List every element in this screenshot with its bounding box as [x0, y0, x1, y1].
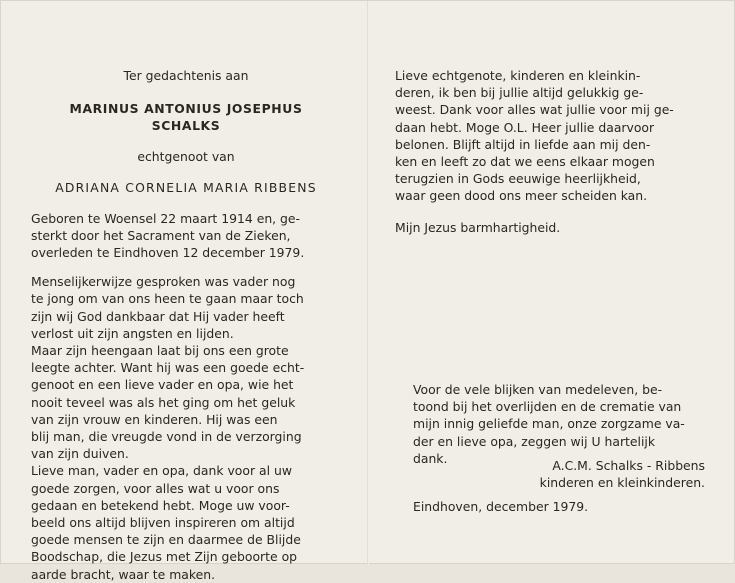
- signature-name: A.C.M. Schalks - Ribbens: [552, 458, 705, 473]
- eulogy-line: Boodschap, die Jezus met Zijn geboorte op: [31, 549, 298, 565]
- eulogy-line: goede zorgen, voor alles wat u voor ons: [31, 480, 280, 496]
- spouse-name: ADRIANA CORNELIA MARIA RIBBENS: [55, 180, 317, 196]
- thanks-line: der en lieve opa, zeggen wij U hartelijk: [413, 433, 656, 449]
- message-line: terugzien in Gods eeuwige heerlijkheid,: [395, 171, 641, 187]
- thanks-line: toond bij het overlijden en de crematie van: [413, 399, 682, 415]
- thanks-line: dank.: [413, 450, 448, 466]
- place-date: Eindhoven, december 1979.: [413, 499, 589, 514]
- eulogy-line: Lieve man, vader en opa, dank voor al uw: [31, 463, 292, 479]
- thanks-line: Voor de vele blijken van medeleven, be-: [413, 382, 663, 397]
- deceased-name-line1: MARINUS ANTONIUS JOSEPHUS: [69, 101, 303, 117]
- eulogy-line: verlost uit zijn angsten en lijden.: [31, 325, 234, 341]
- right-panel: [395, 1, 705, 565]
- eulogy-line: goede mensen te zijn en daarmee de Blijde: [31, 532, 301, 548]
- message-line: deren, ik ben bij jullie altijd gelukkig ge-: [395, 85, 644, 101]
- eulogy-line: aarde bracht, waar te maken.: [31, 566, 216, 582]
- eulogy-line: leegte achter. Want hij was een goede echt-: [31, 360, 305, 376]
- deceased-name-line2: SCHALKS: [151, 118, 221, 134]
- eulogy-line: gedaan en betekend hebt. Moge uw voor-: [31, 497, 290, 513]
- eulogy-text: [31, 273, 341, 583]
- eulogy-line: Menselijkerwijze gesproken was vader nog: [31, 274, 296, 290]
- message-line: daan hebt. Moge O.L. Heer jullie daarvoor: [395, 119, 655, 135]
- message-line: ken en leeft zo dat we eens elkaar mogen: [395, 154, 655, 170]
- thanks-block: [413, 381, 705, 467]
- card-fold: [367, 1, 369, 565]
- message-line: Lieve echtgenote, kinderen en kleinkin-: [395, 68, 641, 83]
- left-panel: [31, 1, 341, 582]
- eulogy-line: blij man, die vreugde vond in de verzorging: [31, 429, 302, 445]
- eulogy-line: nooit teveel was als het ging om het geluk: [31, 394, 296, 410]
- eulogy-line: Maar zijn heengaan laat bij ons een grote: [31, 343, 289, 359]
- birth-line: sterkt door het Sacrament van de Zieken,: [31, 227, 291, 243]
- eulogy-line: van zijn duiven.: [31, 446, 129, 462]
- signature-block: [395, 457, 705, 491]
- eulogy-line: van zijn vrouw en kinderen. Hij was een: [31, 411, 278, 427]
- message-text: [395, 67, 705, 205]
- eulogy-line: zijn wij God dankbaar dat Hij vader heeft: [31, 308, 285, 324]
- message-line: weest. Dank voor alles wat jullie voor mij ge-: [395, 102, 674, 118]
- eulogy-line: te jong om van ons heen te gaan maar toch: [31, 291, 304, 307]
- spouse-intro: echtgenoot van: [137, 149, 235, 165]
- intro-line: Ter gedachtenis aan: [123, 68, 249, 83]
- prayer-line: Mijn Jezus barmhartigheid.: [395, 219, 561, 235]
- birth-line: Geboren te Woensel 22 maart 1914 en, ge-: [31, 210, 301, 226]
- message-line: waar geen dood ons meer scheiden kan.: [395, 188, 648, 204]
- thanks-line: mijn innig geliefde man, onze zorgzame va-: [413, 416, 685, 432]
- birth-death-block: [31, 210, 341, 262]
- signature-family: kinderen en kleinkinderen.: [539, 475, 705, 491]
- birth-line: overleden te Eindhoven 12 december 1979.: [31, 245, 305, 261]
- message-line: belonen. Blijft altijd in liefde aan mij den-: [395, 136, 651, 152]
- eulogy-line: beeld ons altijd blijven inspireren om altijd: [31, 515, 295, 531]
- eulogy-line: genoot en een lieve vader en opa, wie het: [31, 377, 294, 393]
